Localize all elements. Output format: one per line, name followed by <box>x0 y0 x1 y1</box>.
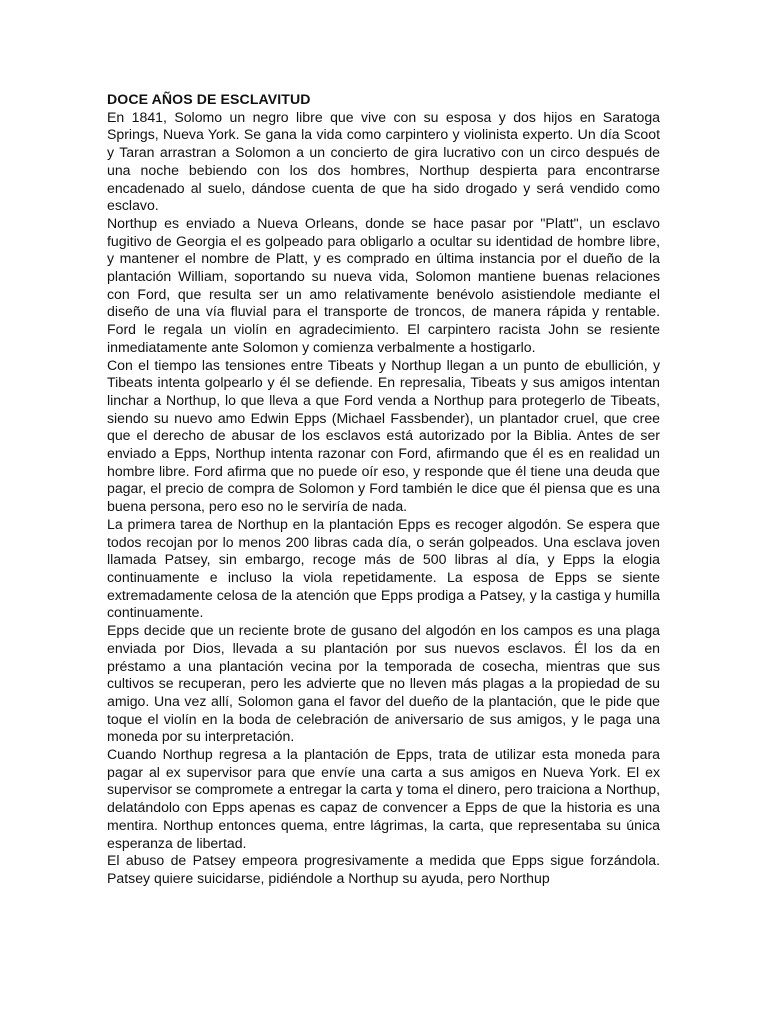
document-page <box>107 91 660 888</box>
paragraph-3: Con el tiempo las tensiones entre Tibeats y Northup llegan a un punto de ebullición, y Tibeats intenta golpearlo y él se defiende. En represalia, Tibeats y sus amigos intentan linchar a Northup, lo que lleva a que Ford venda a Northup para protegerlo de Tibeats, siendo su nuevo amo Edwin Epps (Michael Fassbender), un plantador cruel, que cree que el derecho de abusar de los esclavos está autorizado por la Biblia. Antes de ser enviado a Epps, Northup intenta razonar con Ford, afirmando que él es en realidad un hombre libre. Ford afirma que no puede oír eso, y responde que él tiene una deuda que pagar, el precio de compra de Solomon y Ford también le dice que él piensa que es una buena persona, pero eso no le serviría de nada. <box>107 356 660 515</box>
document-title: DOCE AÑOS DE ESCLAVITUD <box>107 91 311 107</box>
paragraph-1: En 1841, Solomo un negro libre que vive con su esposa y dos hijos en Saratoga Springs, Nueva York. Se gana la vida como carpintero y violinista experto. Un día Scoot y Taran arrastran a Solomon a un concierto de gira lucrativo con un circo después de una noche bebiendo con los dos hombres, Northup despierta para encontrarse encadenado al suelo, dándose cuenta de que ha sido drogado y será vendido como esclavo. <box>107 108 660 214</box>
paragraph-5: Epps decide que un reciente brote de gusano del algodón en los campos es una plaga enviada por Dios, llevada a su plantación por sus nuevos esclavos. Él los da en préstamo a una plantación vecina por la temporada de cosecha, mientras que sus cultivos se recuperan, pero les advierte que no lleven más plagas a la propiedad de su amigo. Una vez allí, Solomon gana el favor del dueño de la plantación, que le pide que toque el violín en la boda de celebración de aniversario de sus amigos, y le paga una moneda por su interpretación. <box>107 622 660 745</box>
paragraph-4: La primera tarea de Northup en la plantación Epps es recoger algodón. Se espera que todos recojan por lo menos 200 libras cada día, o serán golpeados. Una esclava joven llamada Patsey, sin embargo, recoge más de 500 libras al día, y Epps la elogia continuamente e incluso la viola repetidamente. La esposa de Epps se siente extremadamente celosa de la atención que Epps prodiga a Patsey, y la castiga y humilla continuamente. <box>107 515 660 621</box>
paragraph-7: El abuso de Patsey empeora progresivamente a medida que Epps sigue forzándola. Patsey quiere suicidarse, pidiéndole a Northup su ayuda, pero Northup <box>107 852 660 886</box>
paragraph-6: Cuando Northup regresa a la plantación de Epps, trata de utilizar esta moneda para pagar al ex supervisor para que envíe una carta a sus amigos en Nueva York. El ex supervisor se compromete a entregar la carta y toma el dinero, pero traiciona a Northup, delatándolo con Epps apenas es capaz de convencer a Epps de que la historia es una mentira. Northup entonces quema, entre lágrimas, la carta, que representaba su única esperanza de libertad. <box>107 746 660 851</box>
paragraph-2: Northup es enviado a Nueva Orleans, donde se hace pasar por "Platt", un esclavo fugitivo de Georgia el es golpeado para obligarlo a ocultar su identidad de hombre libre, y mantener el nombre de Platt, y es comprado en última instancia por el dueño de la plantación William, soportando su nueva vida, Solomon mantiene buenas relaciones con Ford, que resulta ser un amo relativamente benévolo asistiendole mediante el diseño de una vía fluvial para el transporte de troncos, de manera rápida y rentable. Ford le regala un violín en agradecimiento. El carpintero racista John se resiente inmediatamente ante Solomon y comienza verbalmente a hostigarlo. <box>107 214 660 355</box>
